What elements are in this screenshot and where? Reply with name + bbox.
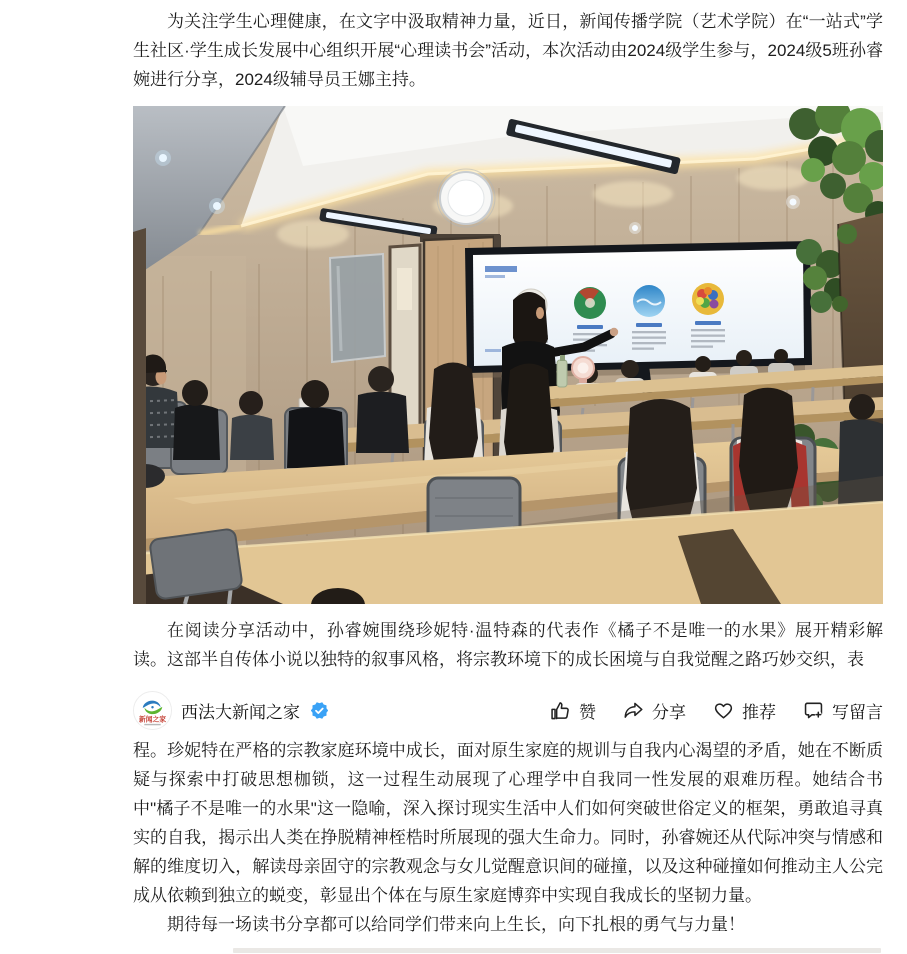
article-paragraph-2: 在阅读分享活动中，孙睿婉围绕珍妮特·温特森的代表作《橘子不是唯一的水果》展开精彩解读。这部半自传体小说以独特的叙事风格，将宗教环境下的成长困境与自我觉醒之路巧妙交织，表 (133, 621, 883, 669)
verified-badge-icon (311, 702, 328, 719)
article-paragraph-3: 程。珍妮特在严格的宗教家庭环境中成长，面对原生家庭的规训与自我内心渴望的矛盾，她在不断质疑与探索中打破思想枷锁，这一过程生动展现了心理学中自我同一性发展的艰难历程。她结合书中"橘子不是唯一的水果"这一隐喻，深入探讨现实生活中人们如何突破世俗定义的框架，勇敢追寻真实的自我，揭示出人类在挣脱精神桎梏时所展现的强大生命力。同时，孙睿婉还从代际冲突与情感和解的维度切入，解读母亲固守的宗教观念与女儿觉醒意识间的碰撞，以及这种碰撞如何推动主人公完成从依赖到独立的蜕变，彰显出个体在与原生家庭博弈中实现自我成长的坚韧力量。 (133, 741, 883, 905)
heart-icon (712, 699, 735, 722)
share-button[interactable] (622, 698, 686, 723)
comment-label: 写留言 (832, 702, 883, 722)
article-content (133, 0, 883, 953)
article-paragraph-4: 期待每一场读书分享都可以给同学们带来向上生长，向下扎根的勇气与力量！ (167, 915, 745, 934)
engagement-bar (133, 688, 883, 732)
share-label: 分享 (652, 702, 686, 722)
thumbs-up-icon (549, 699, 572, 722)
account-name[interactable]: 西法大新闻之家 (181, 702, 300, 722)
classroom-photo (133, 106, 883, 604)
svg-text:新闻之家: 新闻之家 (138, 715, 167, 723)
recommend-button[interactable] (712, 698, 776, 723)
article-paragraph-1: 为关注学生心理健康，在文字中汲取精神力量，近日，新闻传播学院（艺术学院）在“一站式”学生社区·学生成长发展中心组织开展“心理读书会”活动，本次活动由2024级学生参与，2024级5班孙睿婉进行分享，2024级辅导员王娜主持。 (133, 12, 883, 89)
like-label: 赞 (579, 702, 596, 722)
like-button[interactable] (549, 698, 596, 723)
comment-plus-icon (802, 699, 825, 722)
account-link[interactable] (133, 691, 328, 730)
comment-button[interactable] (802, 698, 883, 723)
next-image-top-edge (233, 948, 881, 953)
account-avatar[interactable] (133, 691, 172, 730)
recommend-label: 推荐 (742, 702, 776, 722)
action-buttons (549, 698, 883, 723)
account-logo-icon (134, 692, 171, 729)
share-icon (622, 699, 645, 722)
